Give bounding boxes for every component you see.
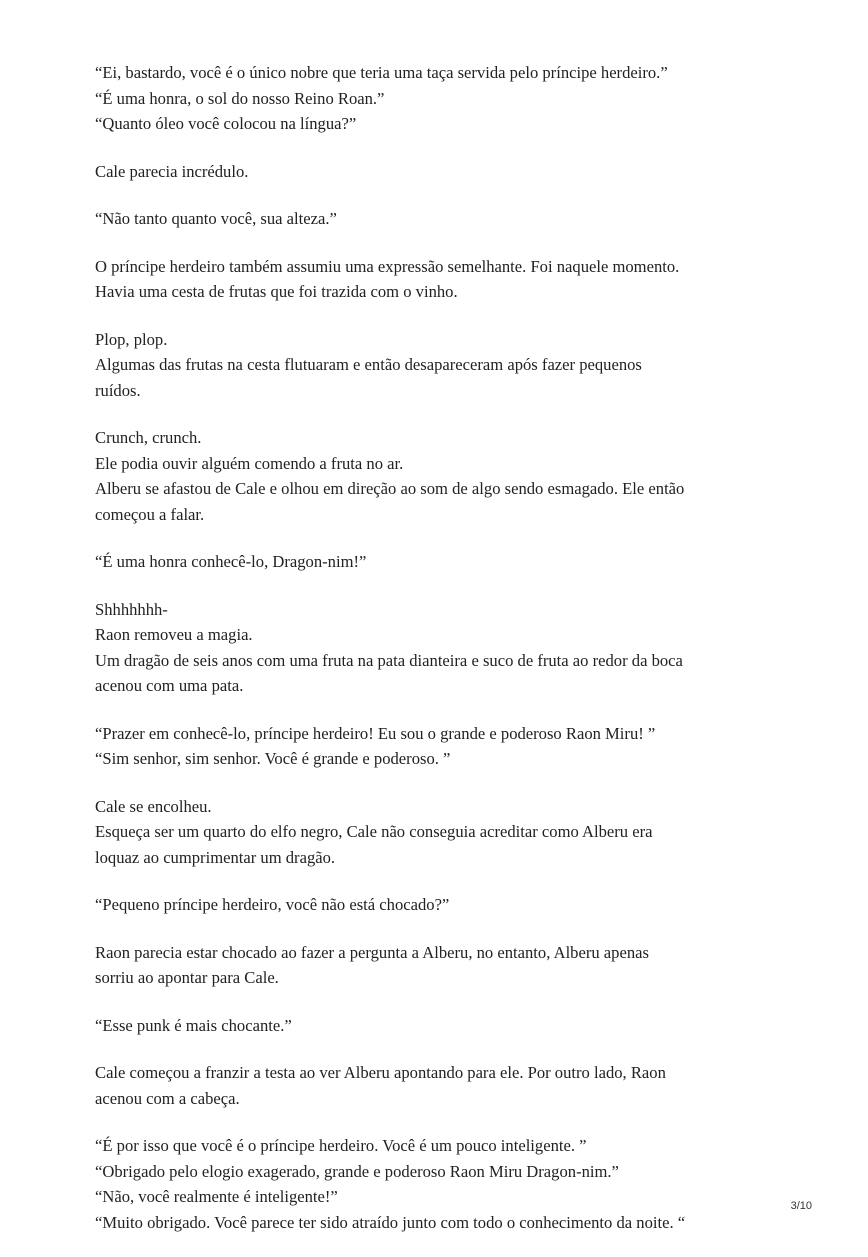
text-line: “Pequeno príncipe herdeiro, você não está chocado?” [95,895,450,914]
page-number: 3/10 [790,1200,812,1212]
text-line: começou a falar. [95,504,205,524]
text-line: “Não tanto quanto você, sua alteza.” [95,209,337,228]
text-line: Alberu se afastou de Cale e olhou em direção ao som de algo sendo esmagado. Ele então [95,479,685,498]
document-text [95,60,795,1235]
text-line: O príncipe herdeiro também assumiu uma expressão semelhante. Foi naquele momento. [95,256,680,276]
paragraph [95,597,795,699]
text-line: Raon removeu a magia. [95,625,253,644]
text-line: Algumas das frutas na cesta flutuaram e então desapareceram após fazer pequenos [95,355,642,374]
paragraph [95,721,795,772]
paragraph [95,892,795,918]
text-line: Cale começou a franzir a testa ao ver Alberu apontando para ele. Por outro lado, Raon [95,1063,666,1082]
text-line: “Ei, bastardo, você é o único nobre que teria uma taça servida pelo príncipe herdeiro.” [95,63,668,82]
paragraph [95,60,795,137]
text-line: Plop, plop. [95,329,168,349]
text-line: “Sim senhor, sim senhor. Você é grande e poderoso. ” [95,749,451,768]
paragraph [95,794,795,871]
text-line: “Muito obrigado. Você parece ter sido atraído junto com todo o conhecimento da noite. “ [95,1212,686,1232]
text-line: “Não, você realmente é inteligente!” [95,1187,338,1206]
text-line: Havia uma cesta de frutas que foi trazida com o vinho. [95,282,458,301]
paragraph [95,425,795,527]
text-line: sorriu ao apontar para Cale. [95,968,279,987]
text-line: acenou com a cabeça. [95,1088,240,1108]
text-line: “É uma honra conhecê-lo, Dragon-nim!” [95,552,367,571]
paragraph [95,1133,795,1235]
paragraph [95,159,795,185]
paragraph [95,1013,795,1039]
text-line: Raon parecia estar chocado ao fazer a pergunta a Alberu, no entanto, Alberu apenas [95,942,649,962]
text-line: Cale se encolheu. [95,796,212,816]
text-line: “Prazer em conhecê-lo, príncipe herdeiro! Eu sou o grande e poderoso Raon Miru! ” [95,723,656,743]
text-line: acenou com uma pata. [95,676,244,695]
paragraph [95,549,795,575]
text-line: “Obrigado pelo elogio exagerado, grande e poderoso Raon Miru Dragon-nim.” [95,1161,619,1181]
paragraph [95,327,795,404]
text-line: “Esse punk é mais chocante.” [95,1015,292,1035]
paragraph [95,1060,795,1111]
text-line: Shhhhhhh- [95,599,168,619]
text-line: loquaz ao cumprimentar um dragão. [95,847,336,867]
text-line: Crunch, crunch. [95,428,202,447]
text-line: Esqueça ser um quarto do elfo negro, Cale não conseguia acreditar como Alberu era [95,822,653,841]
text-line: Ele podia ouvir alguém comendo a fruta no ar. [95,453,404,473]
paragraph [95,254,795,305]
text-line: Cale parecia incrédulo. [95,161,249,181]
text-line: ruídos. [95,380,141,400]
text-line: “É por isso que você é o príncipe herdeiro. Você é um pouco inteligente. ” [95,1136,587,1155]
text-line: Um dragão de seis anos com uma fruta na pata dianteira e suco de fruta ao redor da boca [95,650,683,670]
document-page [95,60,795,1257]
text-line: “Quanto óleo você colocou na língua?” [95,114,357,133]
paragraph [95,206,795,232]
text-line: “É uma honra, o sol do nosso Reino Roan.” [95,88,385,108]
paragraph [95,940,795,991]
